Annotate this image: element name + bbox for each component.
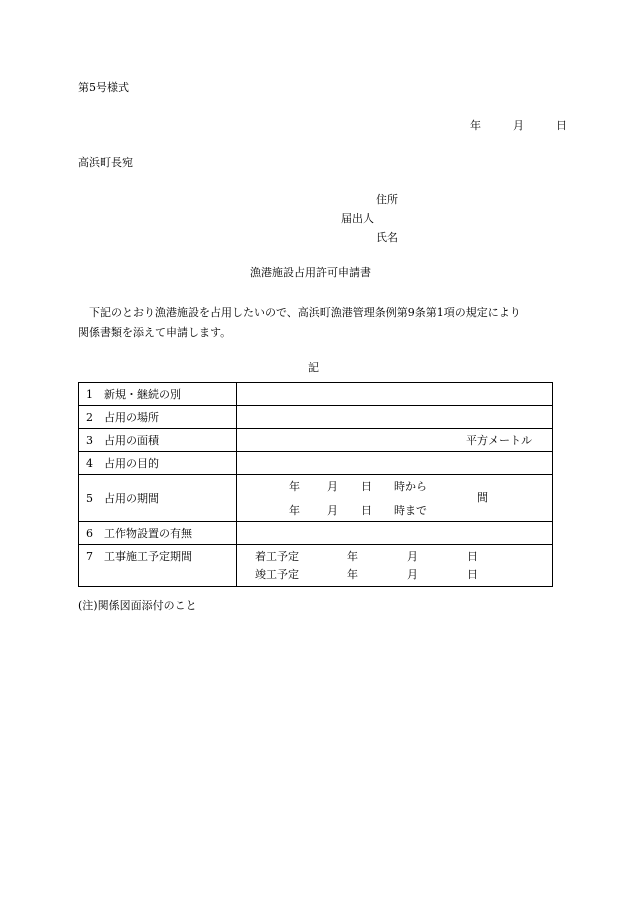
construction-end-day: 日 [467, 567, 478, 581]
date-year: 年 [470, 119, 481, 132]
row-value [237, 452, 553, 475]
construction-end-month: 月 [407, 567, 418, 581]
row-value [237, 429, 553, 452]
table-row [79, 545, 553, 587]
applicant-label: 届出人 [341, 212, 374, 225]
row-label: 7 工事施工予定期間 [79, 545, 237, 587]
addressee: 高浜町長宛 [78, 156, 133, 169]
date-line [470, 119, 567, 133]
row-label: 1 新規・継続の別 [79, 383, 237, 406]
construction-end-label: 竣工予定 [255, 567, 299, 581]
body-line-1: 下記のとおり漁港施設を占用したいので、高浜町漁港管理条例第9条第1項の規定により [89, 306, 521, 319]
period-from-year: 年 [289, 480, 300, 493]
period-to-month: 月 [327, 504, 338, 517]
row-value [237, 522, 553, 545]
form-number: 第5号様式 [78, 81, 129, 94]
table-row [79, 522, 553, 545]
row-value [237, 545, 553, 587]
construction-start-month: 月 [407, 549, 418, 563]
row-value [237, 383, 553, 406]
construction-start-year: 年 [347, 549, 358, 563]
construction-start-day: 日 [467, 549, 478, 563]
date-day: 日 [556, 119, 567, 132]
period-from-label: 時から [394, 480, 427, 493]
ki-heading: 記 [308, 361, 319, 374]
period-from-day: 日 [361, 480, 372, 493]
body-line-2: 関係書類を添えて申請します。 [78, 326, 232, 339]
address-label: 住所 [376, 193, 398, 206]
period-to-label: 時まで [394, 504, 427, 517]
table-row [79, 406, 553, 429]
row-value [237, 406, 553, 429]
area-unit: 平方メートル [466, 434, 532, 447]
name-label: 氏名 [376, 231, 398, 244]
row-label: 3 占用の面積 [79, 429, 237, 452]
table-row [79, 383, 553, 406]
period-to-year: 年 [289, 504, 300, 517]
table-row [79, 429, 553, 452]
body-text [78, 303, 556, 343]
application-table [78, 382, 553, 587]
construction-end-year: 年 [347, 567, 358, 581]
period-from-month: 月 [327, 480, 338, 493]
period-duration-label: 間 [477, 491, 488, 504]
row-label: 2 占用の場所 [79, 406, 237, 429]
row-label: 6 工作物設置の有無 [79, 522, 237, 545]
row-value [237, 475, 553, 522]
row-label: 4 占用の目的 [79, 452, 237, 475]
row-label: 5 占用の期間 [79, 475, 237, 522]
table-row [79, 475, 553, 522]
construction-start-label: 着工予定 [255, 549, 299, 563]
table-row [79, 452, 553, 475]
footnote: (注)関係図面添付のこと [78, 599, 197, 612]
document-title: 漁港施設占用許可申請書 [250, 266, 371, 279]
period-to-day: 日 [361, 504, 372, 517]
date-month: 月 [513, 119, 524, 132]
